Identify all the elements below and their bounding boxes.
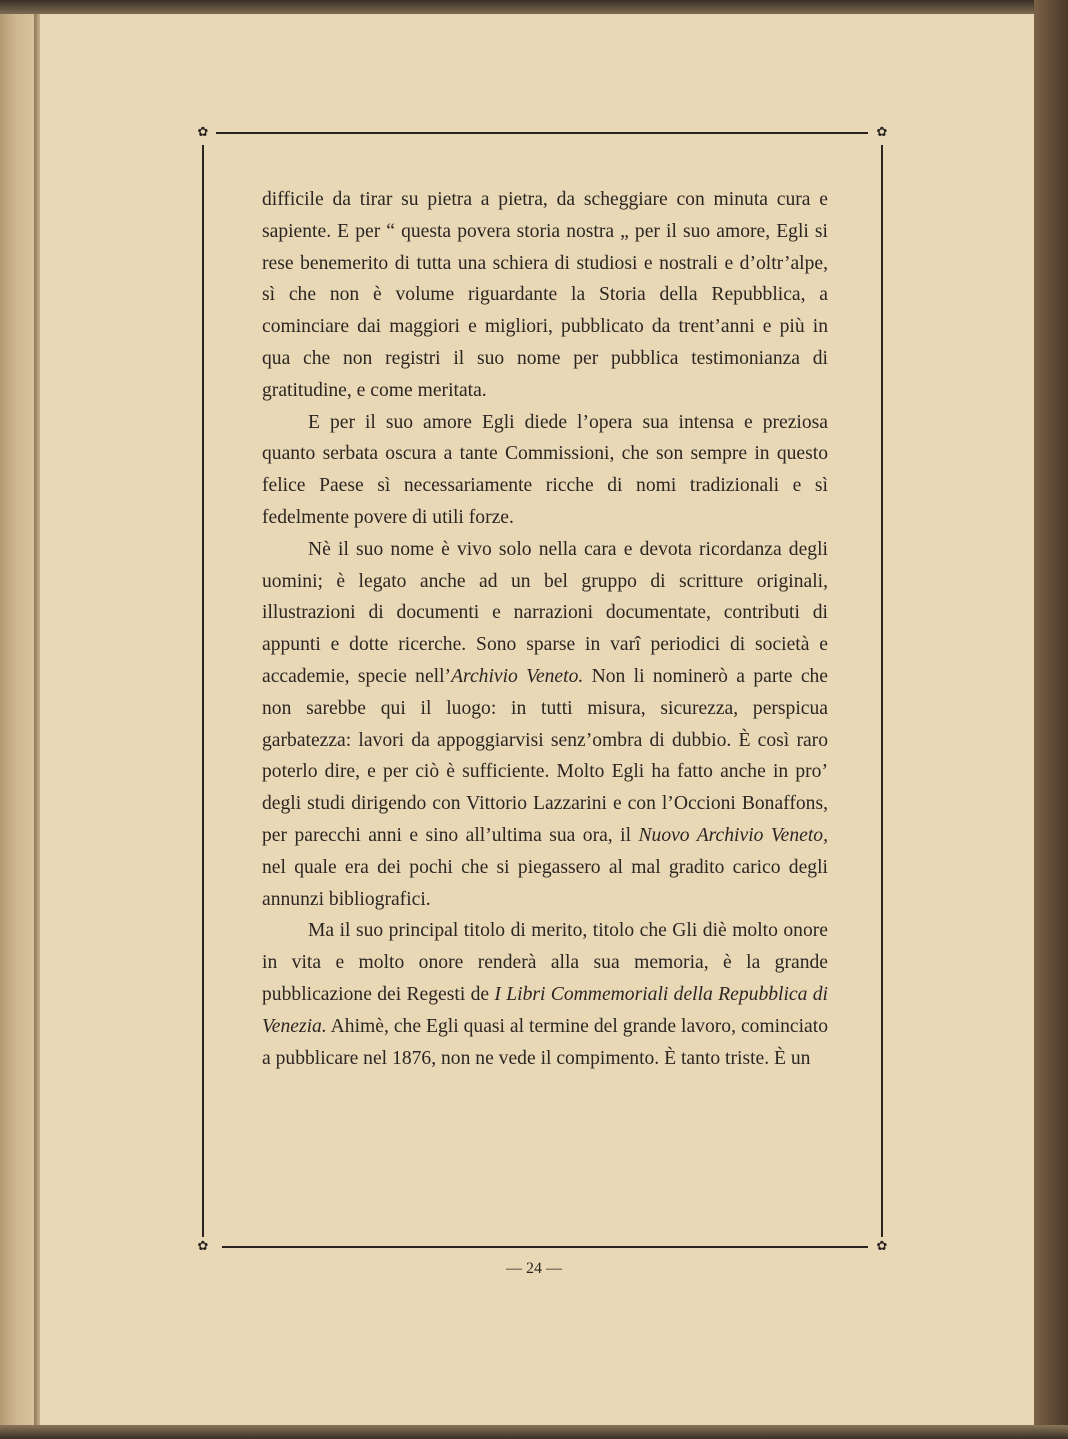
scan-border-right xyxy=(1034,0,1068,1439)
frame-right-rule xyxy=(881,145,883,1237)
page-binding xyxy=(0,0,34,1439)
corner-ornament-icon: ✿ xyxy=(876,125,888,140)
italic-title-text: Nuovo Archivio Veneto, xyxy=(638,824,828,846)
page-number: — 24 — xyxy=(506,1260,562,1277)
paragraph-text: Ahimè, che Egli quasi al termine del grande lavoro, cominciato a pubblicare nel 1876, non ne vede il compimento. È tanto triste. È un xyxy=(262,1015,828,1069)
paragraph xyxy=(262,407,828,534)
corner-ornament-icon: ✿ xyxy=(876,1239,888,1254)
frame-bottom-rule xyxy=(222,1246,868,1248)
frame-top-rule xyxy=(216,132,868,134)
paragraph-text: Non li nominerò a parte che non sarebbe qui il luogo: in tutti misura, sicurezza, perspicua garbatezza: lavori da appoggiarvisi senz’ombra di dubbio. È così raro poterlo dire, e per ciò è sufficiente. Molto Egli ha fatto anche in pro’ degli studi dirigendo con Vittorio Lazzarini e con l’Occioni Bonaffons, per parecchi anni e sino all’ultima sua ora, il xyxy=(262,665,829,846)
paragraph-text: Nè il suo nome è vivo solo nella cara e devota ricordanza degli uomini; è legato anche ad un bel gruppo di scritture originali, illustrazioni di documenti e narrazioni documentate, contributi di appunti e dotte ricerche. Sono sparse in varî periodici di società e accademie, specie nell’ xyxy=(262,538,828,687)
paragraph xyxy=(262,184,828,407)
paragraph-text: nel quale era dei pochi che si piegassero al mal gradito carico degli annunzi bibliografici. xyxy=(262,856,828,910)
italic-title-text: I Libri Commemoriali della Repubblica di Venezia. xyxy=(262,983,828,1037)
paragraph-text: Ma il suo principal titolo di merito, titolo che Gli diè molto onore in vita e molto onore renderà alla sua memoria, è la grande pubblicazione dei Regesti de xyxy=(262,920,828,1005)
italic-title-text: Archivio Veneto. xyxy=(451,665,584,687)
corner-ornament-icon: ✿ xyxy=(197,1239,209,1254)
scan-border-top xyxy=(0,0,1068,14)
paragraph xyxy=(262,534,828,916)
binding-edge xyxy=(34,0,40,1439)
paragraph xyxy=(262,915,828,1074)
paragraph-text: difficile da tirar su pietra a pietra, da scheggiare con minuta cura e sapiente. E per “ questa povera storia nostra „ per il suo amore, Egli si rese benemerito di tutta una schiera di studiosi e nostrali e d’oltr’alpe, sì che non è volume riguardante la Storia della Repubblica, a cominciare dai maggiori e migliori, pubblicato da trent’anni e più in qua che non registri il suo nome per pubblica testimonianza di gratitudine, e come meritata. xyxy=(262,189,828,401)
scan-border-bottom xyxy=(0,1425,1068,1439)
paragraph-text: E per il suo amore Egli diede l’opera sua intensa e preziosa quanto serbata oscura a tante Commissioni, che son sempre in questo felice Paese sì necessariamente ricche di nomi tradizionali e sì fedelmente povere di utili forze. xyxy=(262,411,828,528)
body-text xyxy=(262,184,828,1074)
frame-left-rule xyxy=(202,145,204,1237)
corner-ornament-icon: ✿ xyxy=(197,125,209,140)
